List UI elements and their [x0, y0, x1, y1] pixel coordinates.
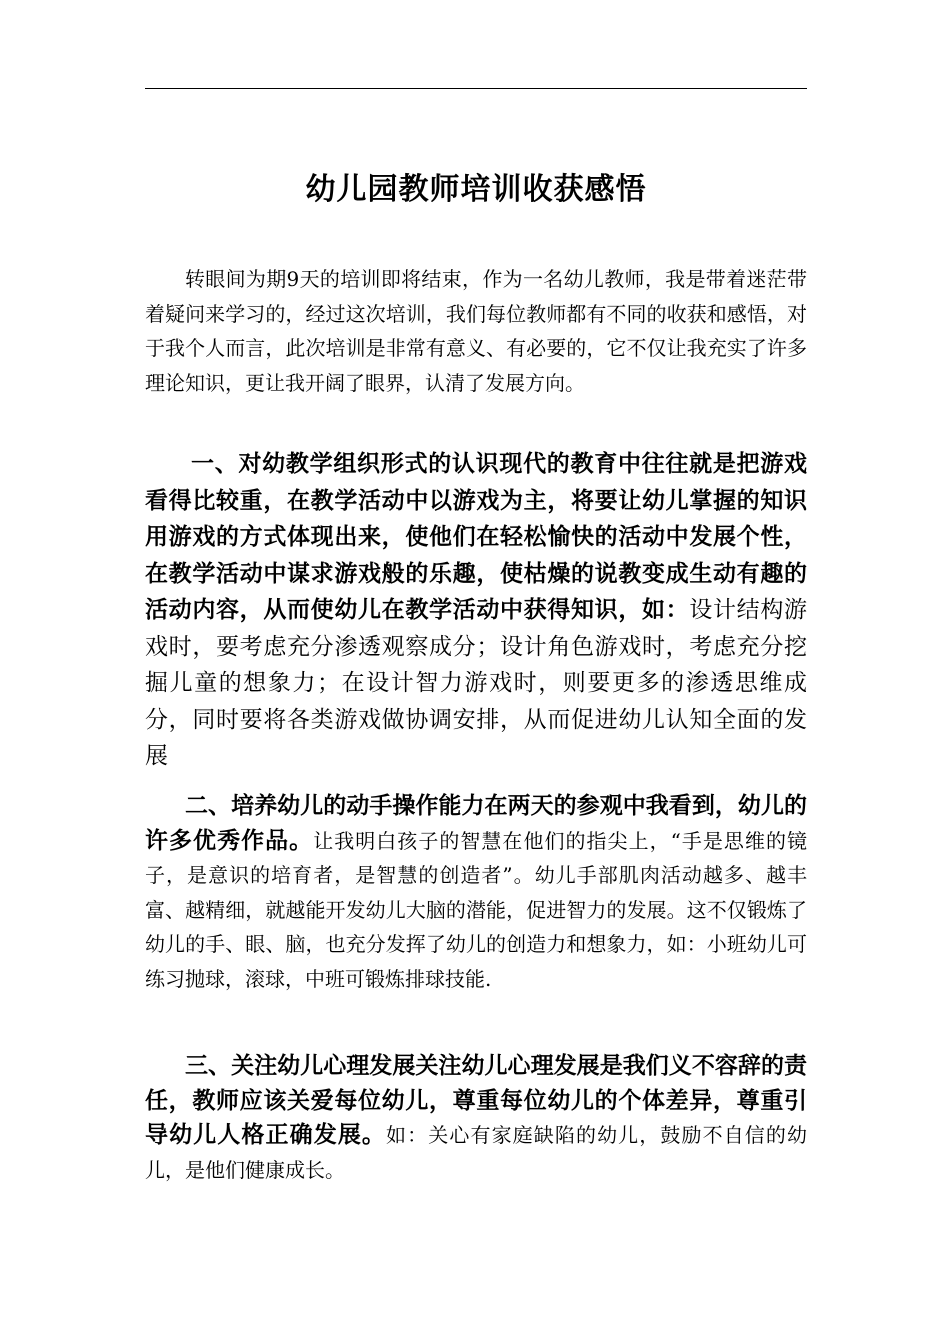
section-3-paragraph: [145, 1049, 807, 1187]
section-1-paragraph: [145, 446, 807, 775]
section-1-body: 设计结构游戏时，要考虑充分渗透观察成分；设计角色游戏时，考虑充分挖掘儿童的想象力；在设计智力游戏时，则要更多的渗透思维成分，同时要将各类游戏做协调安排，从而促进幼儿认知全面的发展: [145, 597, 808, 769]
header-rule: [145, 88, 807, 89]
section-2-paragraph: [145, 789, 807, 996]
section-3-heading: 三、关注幼儿心理发展关注幼儿心理发展是我们义不容辞的责任，教师应该关爱每位幼儿，尊重每位幼儿的个体差异，尊重引导幼儿人格正确发展。: [145, 1053, 807, 1148]
document-title: 幼儿园教师培训收获感悟: [305, 172, 647, 207]
section-2-heading: 二、培养幼儿的动手操作能力在两天的参观中我看到，幼儿的许多优秀作品。: [145, 793, 807, 854]
intro-paragraph: 转眼间为期9天的培训即将结束，作为一名幼儿教师，我是带着迷茫带着疑问来学习的，经过这次培训，我们每位教师都有不同的收获和感悟，对于我个人而言，此次培训是非常有意义、有必要的，它不仅让我充实了许多理论知识，更让我开阔了眼界，认清了发展方向。: [145, 267, 807, 395]
section-2-body: 让我明白孩子的智慧在他们的指尖上，“手是思维的镜子，是意识的培育者，是智慧的创造者”。幼儿手部肌肉活动越多、越丰富、越精细，就越能开发幼儿大脑的潜能，促进智力的发展。这不仅锻炼了幼儿的手、眼、脑，也充分发挥了幼儿的创造力和想象力，如：小班幼儿可练习抛球，滚球，中班可锻炼排球技能.: [145, 828, 807, 991]
section-3-body: 如：关心有家庭缺陷的幼儿，鼓励不自信的幼儿，是他们健康成长。: [145, 1123, 808, 1182]
section-1-heading: 一、对幼教学组织形式的认识现代的教育中往往就是把游戏看得比较重，在教学活动中以游戏为主，将要让幼儿掌握的知识用游戏的方式体现出来，使他们在轻松愉快的活动中发展个性，在教学活动中谋求游戏般的乐趣，使枯燥的说教变成生动有趣的活动内容，从而使幼儿在教学活动中获得知识，如：: [145, 451, 807, 623]
